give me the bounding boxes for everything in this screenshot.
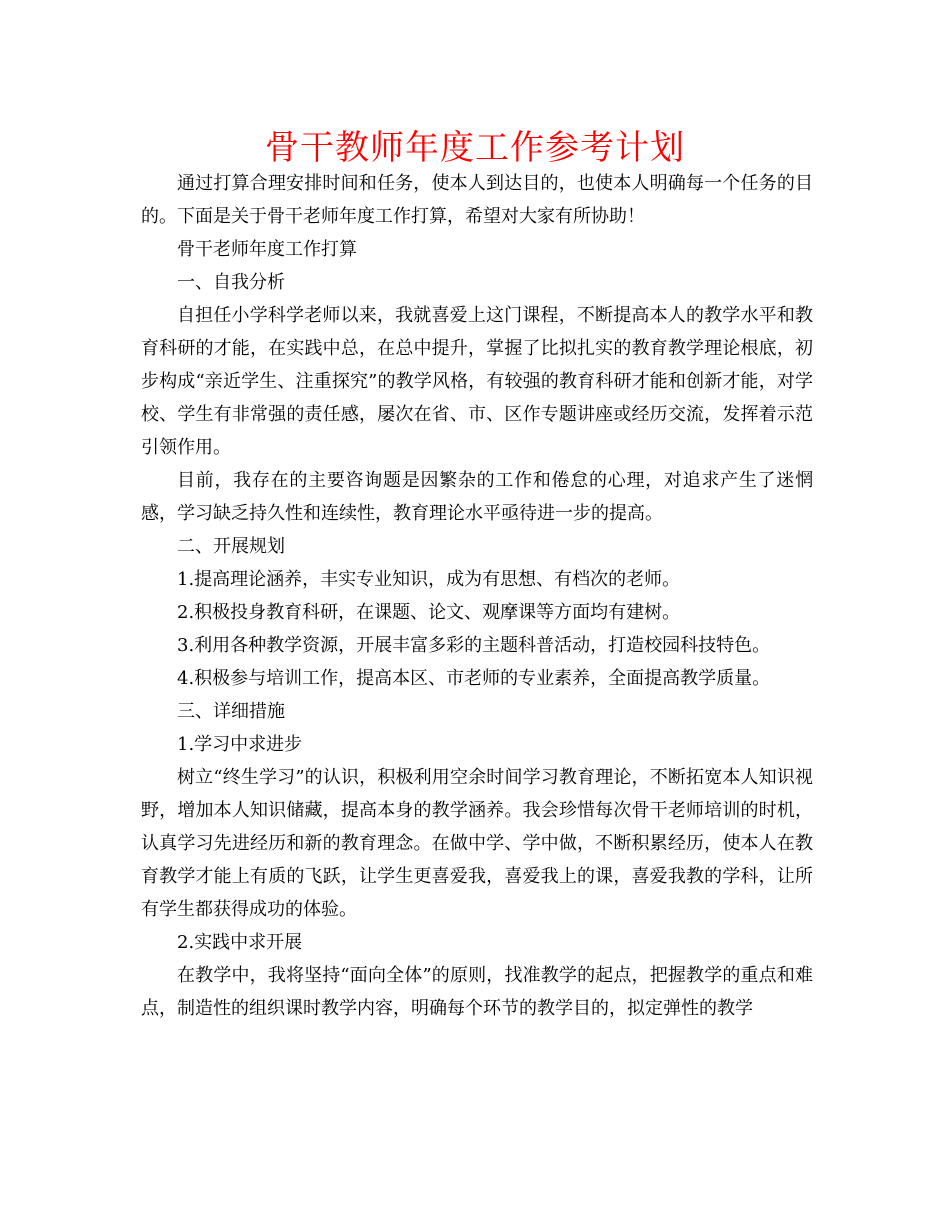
current-issues-paragraph: 目前，我存在的主要咨询题是因繁杂的工作和倦怠的心理，对追求产生了迷惘感，学习缺乏持久性和连续性，教育理论水平亟待进一步的提高。 <box>141 470 813 524</box>
self-analysis-paragraph: 自担任小学科学老师以来，我就喜爱上这门课程，不断提高本人的教学水平和教育科研的才能，在实践中总，在总中提升，掌握了比拟扎实的教育教学理论根底，初步构成“亲近学生、注重探究”的教学风格，有较强的教育科研才能和创新才能，对学校、学生有非常强的责任感，屡次在省、市、区作专题讲座或经历交流，发挥着示范引领作用。 <box>141 305 813 458</box>
plan-item-1: 1.提高理论涵养，丰实专业知识，成为有思想、有档次的老师。 <box>177 569 681 590</box>
section-heading-development-plan: 二、开展规划 <box>177 536 285 557</box>
measure-paragraph-2: 在教学中，我将坚持“面向全体”的原则，找准教学的起点，把握教学的重点和难点，制造性的组织课时教学内容，明确每个环节的教学目的，拟定弹性的教学 <box>141 965 813 1019</box>
plan-item-3: 3.利用各种教学资源，开展丰富多彩的主题科普活动，打造校园科技特色。 <box>177 635 771 656</box>
document-title: 骨干教师年度工作参考计划 <box>265 128 685 168</box>
document-body <box>141 167 813 1025</box>
plan-item-2: 2.积极投身教育科研，在课题、论文、观摩课等方面均有建树。 <box>177 602 681 623</box>
section-heading-self-analysis: 一、自我分析 <box>177 272 285 293</box>
section-heading-measures: 三、详细措施 <box>177 701 285 722</box>
plan-item-4: 4.积极参与培训工作，提高本区、市老师的专业素养，全面提高教学质量。 <box>177 668 771 689</box>
intro-paragraph: 通过打算合理安排时间和任务，使本人到达目的，也使本人明确每一个任务的目的。下面是关于骨干老师年度工作打算，希望对大家有所协助！ <box>141 173 813 227</box>
subtitle-paragraph: 骨干老师年度工作打算 <box>177 239 357 260</box>
measure-paragraph-1: 树立“终生学习”的认识，积极利用空余时间学习教育理论，不断拓宽本人知识视野，增加本人知识储藏，提高本身的教学涵养。我会珍惜每次骨干老师培训的时机，认真学习先进经历和新的教育理念。在做中学、学中做，不断积累经历，使本人在教育教学才能上有质的飞跃，让学生更喜爱我，喜爱我上的课，喜爱我教的学科，让所有学生都获得成功的体验。 <box>141 767 813 920</box>
measure-heading-1: 1.学习中求进步 <box>177 734 303 755</box>
measure-heading-2: 2.实践中求开展 <box>177 932 303 953</box>
